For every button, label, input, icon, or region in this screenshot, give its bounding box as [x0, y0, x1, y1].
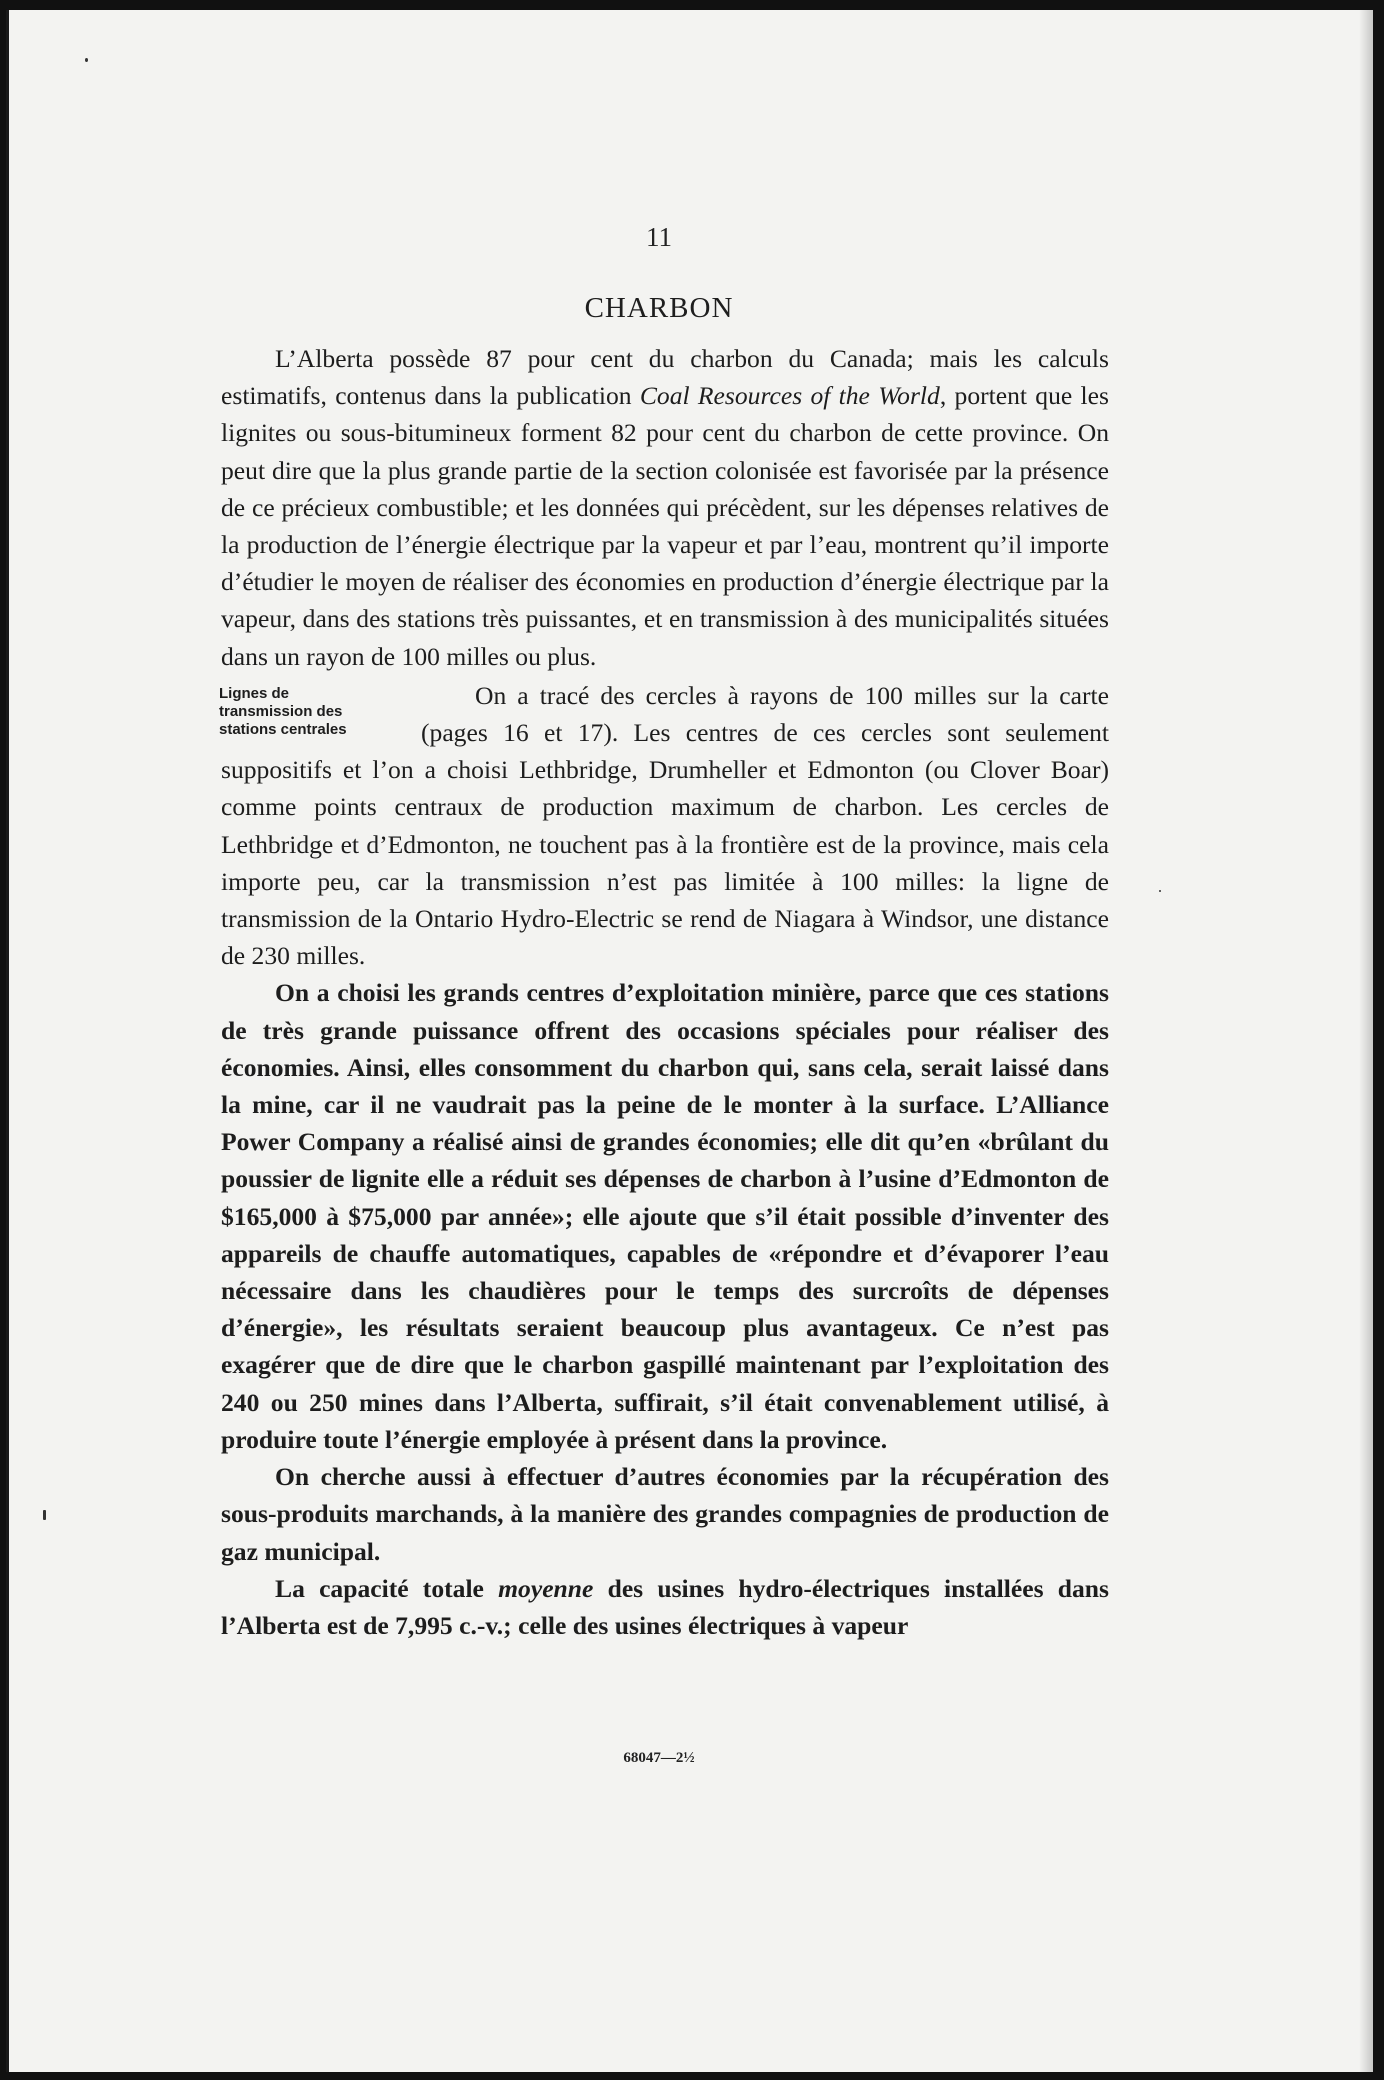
paragraph-1-part-b: , portent que les lignites ou sous-bitumineux forment 82 pour cent du charbon de cette province. On peut dire que la plus grande partie de la section colonisée est favorisée par la présence de ce précieux combustible; et les données qui précèdent, sur les dépenses relatives de la production de l’énergie électrique par la vapeur et par l’eau, montrent qu’il importe d’étudier le moyen de réaliser des économies en production d’énergie électrique par la vapeur, dans des stations très puissantes, et en transmission à des municipalités situées dans un rayon de 100 milles ou plus. [221, 381, 1109, 671]
margin-note-line-1: Lignes de [219, 684, 290, 702]
document-page [6, 10, 1373, 2072]
page-number: 11 [646, 222, 672, 252]
body-text [221, 340, 1109, 1644]
paragraph-1-part-a: L’Alberta possède 87 pour cent du charbon du Canada; mais les calculs estimatifs, contenus dans la publication [221, 344, 1109, 411]
paragraph-4: On cherche aussi à effectuer d’autres économies par la récupération des sous-produits marchands, à la manière des grandes compagnies de production de gaz municipal. [221, 1462, 1109, 1566]
margin-note-line-3: stations centrales [219, 720, 347, 738]
scan-speck [85, 58, 88, 62]
paragraph-5-part-a: La capacité totale [275, 1573, 499, 1603]
printer-signature: 68047—2½ [623, 1750, 695, 1766]
scan-speck [1159, 890, 1161, 892]
paragraph-2 [221, 677, 1109, 975]
paragraph-5-part-b: des usines hydro-électriques installées dans l’Alberta est de 7,995 c.-v.; celle des usines électriques à vapeur [221, 1573, 1110, 1640]
page-edge-shadow [1359, 10, 1373, 2072]
section-heading: CHARBON [584, 292, 734, 324]
paragraph-3: On a choisi les grands centres d’exploitation minière, parce que ces stations de très grande puissance offrent des occasions spéciales pour réaliser des économies. Ainsi, elles consomment du charbon qui, sans cela, serait laissé dans la mine, car il ne vaudrait pas la peine de le monter à la surface. L’Alliance Power Company a réalisé ainsi de grandes économies; elle dit qu’en «brûlant du poussier de lignite elle a réduit ses dépenses de charbon à l’usine d’Edmonton de $165,000 à $75,000 par année»; elle ajoute que s’il était possible d’inventer des appareils de chauffe automatiques, capables de «répondre et d’évaporer l’eau nécessaire dans les chaudières pour le temps des surcroîts de dépenses d’énergie», les résultats seraient beaucoup plus avantageux. Ce n’est pas exagérer que de dire que le charbon gaspillé maintenant par l’exploitation des 240 ou 250 mines dans l’Alberta, suffirait, s’il était convenablement utilisé, à produire toute l’énergie employée à présent dans la province. [221, 978, 1109, 1454]
paragraph-5 [221, 1570, 1109, 1644]
margin-note [219, 685, 409, 739]
publication-title: Coal Resources of the World [639, 381, 940, 411]
emphasis-moyenne: moyenne [498, 1573, 594, 1603]
margin-note-line-2: transmission des [219, 702, 343, 720]
scan-speck [43, 1510, 46, 1520]
paragraph-2-text: On a tracé des cercles à rayons de 100 milles sur la carte (pages 16 et 17). Les centres de ces cercles sont seulement suppositifs et l’on a choisi Lethbridge, Drumheller et Edmonton (ou Clover Boar) comme points centraux de production maximum de charbon. Les cercles de Lethbridge et d’Edmonton, ne touchent pas à la frontière est de la province, mais cela importe peu, car la transmission n’est pas limitée à 100 milles: la ligne de transmission de la Ontario Hydro-Electric se rend de Niagara à Windsor, une distance de 230 milles. [221, 680, 1109, 971]
paragraph-1 [221, 340, 1109, 675]
